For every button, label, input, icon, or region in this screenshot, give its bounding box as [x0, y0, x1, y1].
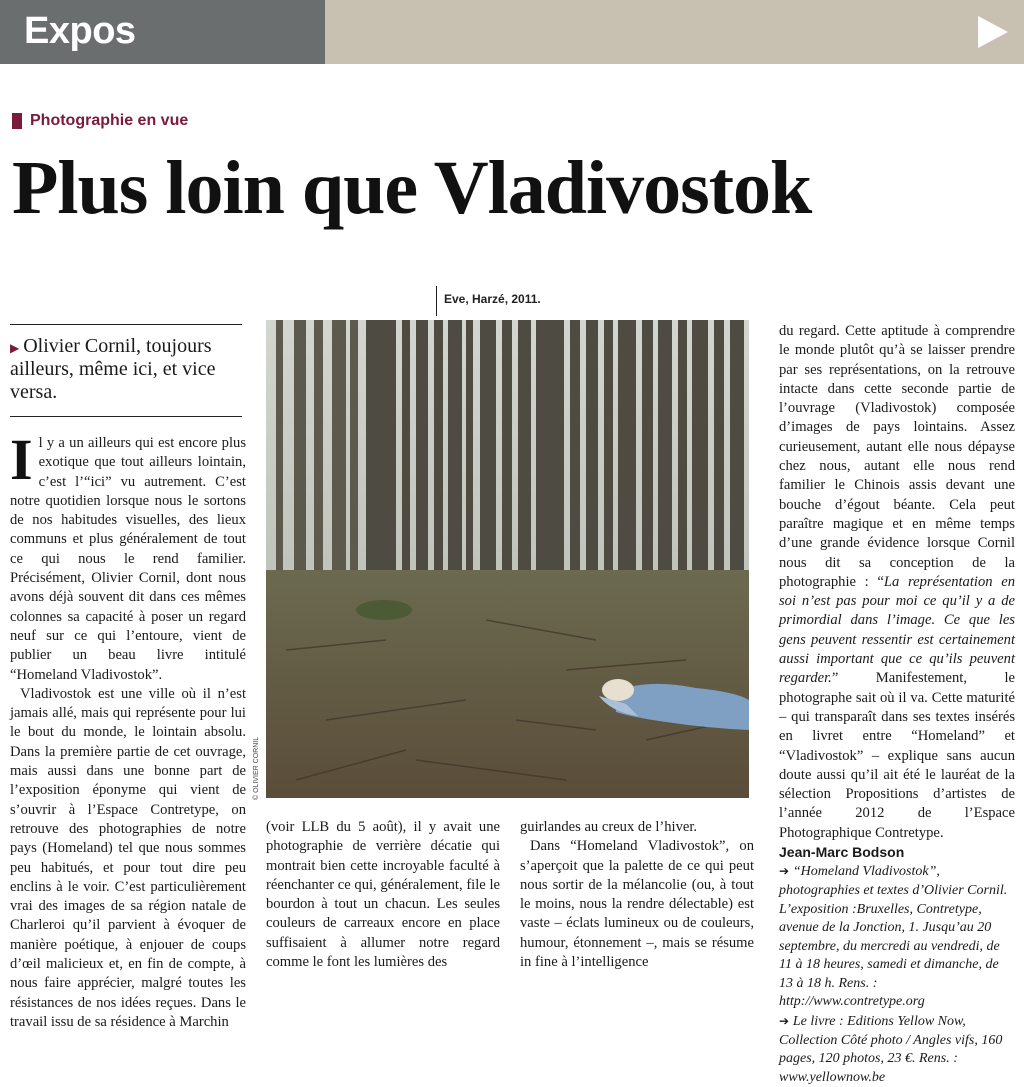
paragraph — [10, 427, 246, 685]
photo-credit: © OLIVIER CORNIL — [253, 736, 260, 800]
forest-photo-image — [266, 320, 749, 798]
deck — [10, 324, 242, 417]
book-info — [779, 1012, 1015, 1087]
kicker — [12, 112, 188, 130]
headline: Plus loin que Vladivostok — [12, 146, 812, 230]
paragraph-text: (voir LLB du 5 août), il y avait une photographie de verrière décatie qui montrait bien cette incroyable faculté à réenchanter ce qui, généralement, file le bourdon à tout un chacun. Les seules couleurs de carreaux encore en place suffisaient à allumer notre regard comme le font les lumières des — [266, 819, 500, 971]
section-banner — [0, 0, 1024, 64]
quote: La représentation en soi n’est pas pour moi ce qu’il y a de primordial dans l’image. Ce que les gens peuvent ressentir est certainement aussi important que ce qu’ils peuvent regarder. — [779, 573, 1015, 687]
article-column-1 — [10, 427, 246, 1032]
author-byline: Jean-Marc Bodson — [779, 844, 905, 861]
article-column-3 — [520, 818, 754, 972]
arrow-right-icon: ➔ — [779, 1014, 793, 1029]
caption-divider — [436, 286, 437, 316]
section-title: Expos — [24, 10, 136, 52]
paragraph-text: ” Manifestement, le photographe sait où il va. Cette maturité – qui transparaît dans ses textes insérés en livret entre “Homeland” et “Vladivostok” – explique sans aucun doute aussi qu’il ait été le lauréat de la sélection Propositions d’artistes de l’année 2012 de l’Espace Photographique Contretype. — [779, 670, 1015, 841]
paragraph-text: l y a un ailleurs qui est encore plus exotique que tout ailleurs lointain, c’est l’“ici” vu autrement. C’est notre quotidien lorsque nous le sortons de nos habitudes visuelles, des lieux communs et plus généralement de tout ce qui nous le rend familier. Précisément, Olivier Cornil, dont nous avons déjà souvent dit dans ces mêmes colonnes sa capacité à poser un regard neuf sur ce qui l’entoure, vient de publier un beau livre intitulé “Homeland Vladivostok”. — [10, 435, 246, 683]
kicker-label: Photographie en vue — [30, 112, 189, 129]
exhibition-info-text: “Homeland Vladivostok”, photographies et textes d’Olivier Cornil. L’exposition :Bruxelles, Contretype, avenue de la Jonction, 1. Jusqu’au 20 septembre, du mercredi au vendredi, de 11 à 18 heures, samedi et dimanche, de 13 à 18 h. Rens. : http://www.contretype.org — [779, 864, 1008, 1010]
photo-caption: Eve, Harzé, 2011. — [444, 292, 541, 306]
paragraph-text: guirlandes au creux de l’hiver. — [520, 819, 698, 835]
deck-text: Olivier Cornil, toujours ailleurs, même ici, et vice versa. — [10, 335, 216, 403]
triangle-bullet-icon: ▶ — [10, 341, 20, 355]
play-arrow-icon[interactable] — [978, 16, 1008, 48]
paragraph-text: du regard. Cette aptitude à comprendre le monde plutôt qu’à se laisser prendre par ses représentations, on la retrouve intacte dans cette seconde partie de l’ouvrage (Vladivostok) composée d’images de pays lointains. Assez curieusement, autant elle nous dépayse chez nous, autant elle nous rend familier le Chinois assis devant une bouche d’égout béante. Cela peut paraître magique et en même temps d’une grande évidence lorsque Cornil nous dit sa conception de la photographie : “ — [779, 323, 1015, 590]
paragraph-text: Dans “Homeland Vladivostok”, on s’aperçoit que la palette de ce qui peut nous sortir de la mélancolie (ou, à tout le moins, nous la rendre délectable) est vaste – éclats lumineux ou de couleurs, humour, étonnement –, mais se résume in fine à l’intelligence — [520, 838, 754, 971]
article-column-4 — [779, 322, 1015, 1087]
section-label — [0, 0, 325, 64]
article-column-2 — [266, 818, 500, 972]
square-marker-icon — [12, 113, 22, 129]
book-info-text: Le livre : Editions Yellow Now, Collection Côté photo / Angles vifs, 160 pages, 120 photos, 23 €. Rens. : www.yellownow.be — [779, 1014, 1003, 1085]
paragraph — [779, 322, 1015, 843]
paragraph-text: Vladivostok est une ville où il n’est jamais allé, mais qui représente pour lui le bout du monde, le lointain absolu. Dans la première partie de cet ouvrage, mais aussi dans une bonne part de l’exposition éponyme qui vient de s’ouvrir à l’Espace Contretype, on retrouve des photographies de notre pays (Homeland) tel que nous sommes peu habitués, et pour tout dire peu enclins à le voir. C’est particulièrement vrai des images de sa région natale de Charleroi qu’il parvient à évoquer de manière poétique, à enjouer de coups d’œil malicieux et, en fin de compte, à nous faire apprécier, malgré toutes les résistances de nos idées reçues. Dans le travail issu de sa résidence à Marchin — [10, 685, 246, 1030]
arrow-right-icon: ➔ — [779, 864, 793, 879]
forest-photo — [266, 320, 749, 798]
exhibition-info — [779, 862, 1015, 1012]
drop-cap: I — [10, 427, 33, 492]
